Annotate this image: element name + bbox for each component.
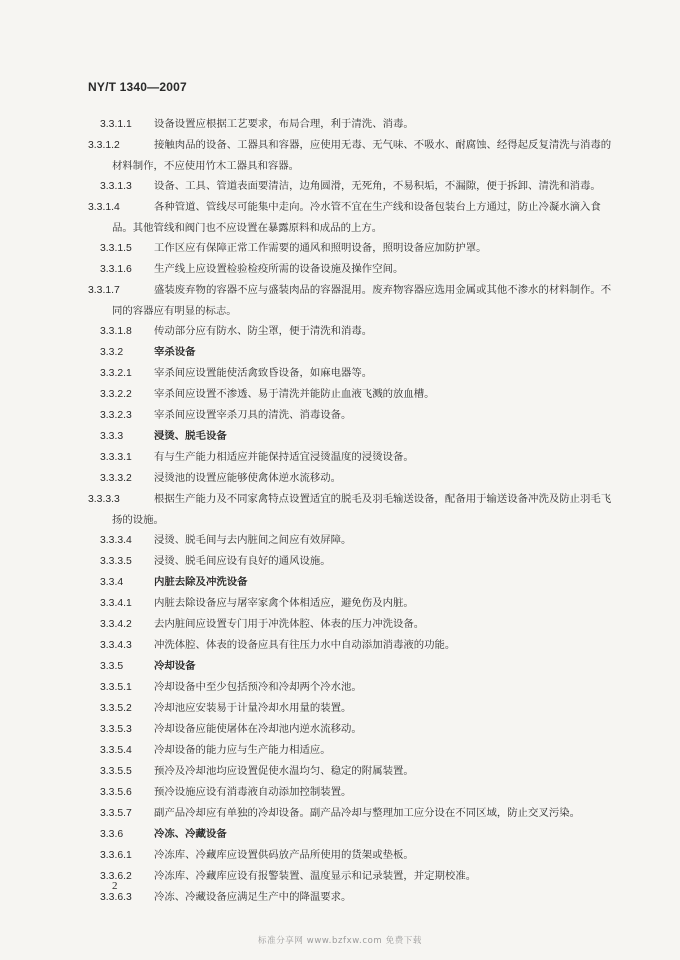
clause-text: 冷却池应安装易于计量冷却水用量的装置。 <box>154 702 352 714</box>
clause-text: 生产线上应设置检验检疫所需的设备设施及操作空间。 <box>154 263 404 275</box>
clause-number: 3.3.6 <box>100 829 124 840</box>
clause-number: 3.3.1.8 <box>100 326 132 337</box>
clause <box>100 363 615 384</box>
clause-text: 冷冻库、冷藏库应设有报警装置、温度显示和记录装置，并定期校准。 <box>154 870 477 882</box>
clause-text: 预冷及冷却池均应设置促使水温均匀、稳定的附属装置。 <box>154 765 414 777</box>
clause-number: 3.3.4.3 <box>100 640 132 651</box>
clause-text: 有与生产能力相适应并能保持适宜浸烫温度的浸烫设备。 <box>154 451 414 463</box>
clause-text: 宰杀间应设置能使活禽致昏设备，如麻电器等。 <box>154 367 373 379</box>
clause-text: 冲洗体腔、体表的设备应具有往压力水中自动添加消毒液的功能。 <box>154 639 456 651</box>
clause-number: 3.3.5.2 <box>100 703 132 714</box>
clause <box>100 468 615 489</box>
clause-text: 浸烫、脱毛间与去内脏间之间应有效屏障。 <box>154 534 352 546</box>
clause <box>88 197 615 238</box>
clause <box>100 405 615 426</box>
clause-number: 3.3.2.3 <box>100 410 132 421</box>
clause <box>100 782 615 803</box>
clause-number: 3.3.1.7 <box>88 285 120 296</box>
clause-text: 设备设置应根据工艺要求，布局合理，利于清洗、消毒。 <box>154 118 414 130</box>
clause-number: 3.3.1.6 <box>100 264 132 275</box>
clause <box>100 114 615 135</box>
section-heading <box>100 426 615 447</box>
clause-number: 3.3.1.4 <box>88 202 120 213</box>
clause <box>100 614 615 635</box>
clause-number: 3.3.3.3 <box>88 494 120 505</box>
clause <box>100 740 615 761</box>
clause-number: 3.3.6.3 <box>100 892 132 903</box>
clause <box>100 238 615 259</box>
clause-number: 3.3.3.1 <box>100 452 132 463</box>
clause-text: 设备、工具、管道表面要清洁，边角圆滑，无死角，不易积垢，不漏隙，便于拆卸、清洗和消毒。 <box>154 180 601 192</box>
clause <box>100 887 615 908</box>
clause <box>100 176 615 197</box>
clause-text: 浸烫池的设置应能够使禽体逆水流移动。 <box>154 472 342 484</box>
clause <box>100 677 615 698</box>
clause-text: 工作区应有保障正常工作需要的通风和照明设备，照明设备应加防护罩。 <box>154 242 487 254</box>
clause-number: 3.3.2 <box>100 347 124 358</box>
clause-text: 内脏去除设备应与屠宰家禽个体相适应，避免伤及内脏。 <box>154 597 414 609</box>
clause <box>100 259 615 280</box>
clause-text: 接触肉品的设备、工器具和容器，应使用无毒、无气味、不吸水、耐腐蚀、经得起反复清洗与消毒的材料制作，不应使用竹木工器具和容器。 <box>112 139 612 172</box>
section-heading <box>100 572 615 593</box>
clause <box>100 593 615 614</box>
clause-number: 3.3.3.4 <box>100 535 132 546</box>
clause-number: 3.3.5.3 <box>100 724 132 735</box>
standard-number-header: NY/T 1340—2007 <box>88 80 187 94</box>
clause <box>100 321 615 342</box>
clause-number: 3.3.5.1 <box>100 682 132 693</box>
clause-number: 3.3.5.5 <box>100 766 132 777</box>
clause-number: 3.3.1.5 <box>100 243 132 254</box>
section-heading-text: 冷却设备 <box>154 660 196 672</box>
clause <box>100 698 615 719</box>
clause-text: 宰杀间应设置宰杀刀具的清洗、消毒设备。 <box>154 409 352 421</box>
clause <box>100 447 615 468</box>
clause-text: 冷冻、冷藏设备应满足生产中的降温要求。 <box>154 891 352 903</box>
clause-text: 浸烫、脱毛间应设有良好的通风设施。 <box>154 555 331 567</box>
clause <box>100 551 615 572</box>
clause-text: 宰杀间应设置不渗透、易于清洗并能防止血液飞溅的放血槽。 <box>154 388 435 400</box>
section-heading-text: 内脏去除及冲洗设备 <box>154 576 248 588</box>
clause-number: 3.3.4 <box>100 577 124 588</box>
clause-number: 3.3.5 <box>100 661 124 672</box>
clause <box>100 761 615 782</box>
clause-text: 冷却设备应能使屠体在冷却池内逆水流移动。 <box>154 723 362 735</box>
clause <box>88 489 615 530</box>
clause <box>100 803 615 824</box>
clause-number: 3.3.3.2 <box>100 473 132 484</box>
clause <box>100 719 615 740</box>
clause-number: 3.3.4.2 <box>100 619 132 630</box>
clause-number: 3.3.1.2 <box>88 140 120 151</box>
clause-number: 3.3.2.1 <box>100 368 132 379</box>
clause-number: 3.3.3 <box>100 431 124 442</box>
clause-text: 根据生产能力及不同家禽特点设置适宜的脱毛及羽毛输送设备，配备用于输送设备冲洗及防止羽毛飞扬的设施。 <box>112 493 612 526</box>
site-watermark: 标准分享网 www.bzfxw.com 免费下载 <box>258 936 422 946</box>
section-heading-text: 宰杀设备 <box>154 346 196 358</box>
section-heading-text: 冷冻、冷藏设备 <box>154 828 227 840</box>
clause-number: 3.3.5.4 <box>100 745 132 756</box>
section-heading-text: 浸烫、脱毛设备 <box>154 430 227 442</box>
clause-number: 3.3.1.3 <box>100 181 132 192</box>
document-body <box>88 114 615 908</box>
clause-text: 传动部分应有防水、防尘罩，便于清洗和消毒。 <box>154 325 373 337</box>
section-heading <box>100 342 615 363</box>
clause <box>100 845 615 866</box>
clause-text: 副产品冷却应有单独的冷却设备。副产品冷却与整理加工应分设在不同区域，防止交叉污染。 <box>154 807 581 819</box>
clause <box>100 635 615 656</box>
clause-text: 盛装废弃物的容器不应与盛装肉品的容器混用。废弃物容器应选用金属或其他不渗水的材料制作。不同的容器应有明显的标志。 <box>112 284 612 317</box>
section-heading <box>100 656 615 677</box>
clause-number: 3.3.5.6 <box>100 787 132 798</box>
clause-number: 3.3.1.1 <box>100 119 132 130</box>
clause-text: 去内脏间应设置专门用于冲洗体腔、体表的压力冲洗设备。 <box>154 618 425 630</box>
clause-text: 冷却设备的能力应与生产能力相适应。 <box>154 744 331 756</box>
clause-number: 3.3.2.2 <box>100 389 132 400</box>
clause-number: 3.3.4.1 <box>100 598 132 609</box>
clause-number: 3.3.3.5 <box>100 556 132 567</box>
clause-text: 各种管道、管线尽可能集中走向。冷水管不宜在生产线和设备包装台上方通过，防止冷凝水滴入食品。其他管线和阀门也不应设置在暴露原料和成品的上方。 <box>112 201 601 234</box>
clause-number: 3.3.5.7 <box>100 808 132 819</box>
clause-text: 冷冻库、冷藏库应设置供码放产品所使用的货架或垫板。 <box>154 849 414 861</box>
clause <box>100 866 615 887</box>
section-heading <box>100 824 615 845</box>
clause-number: 3.3.6.2 <box>100 871 132 882</box>
clause-text: 预冷设施应设有消毒液自动添加控制装置。 <box>154 786 352 798</box>
clause-number: 3.3.6.1 <box>100 850 132 861</box>
clause <box>100 530 615 551</box>
clause-text: 冷却设备中至少包括预冷和冷却两个冷水池。 <box>154 681 362 693</box>
page-number: 2 <box>112 880 118 892</box>
clause <box>100 384 615 405</box>
clause <box>88 135 615 176</box>
clause <box>88 280 615 321</box>
